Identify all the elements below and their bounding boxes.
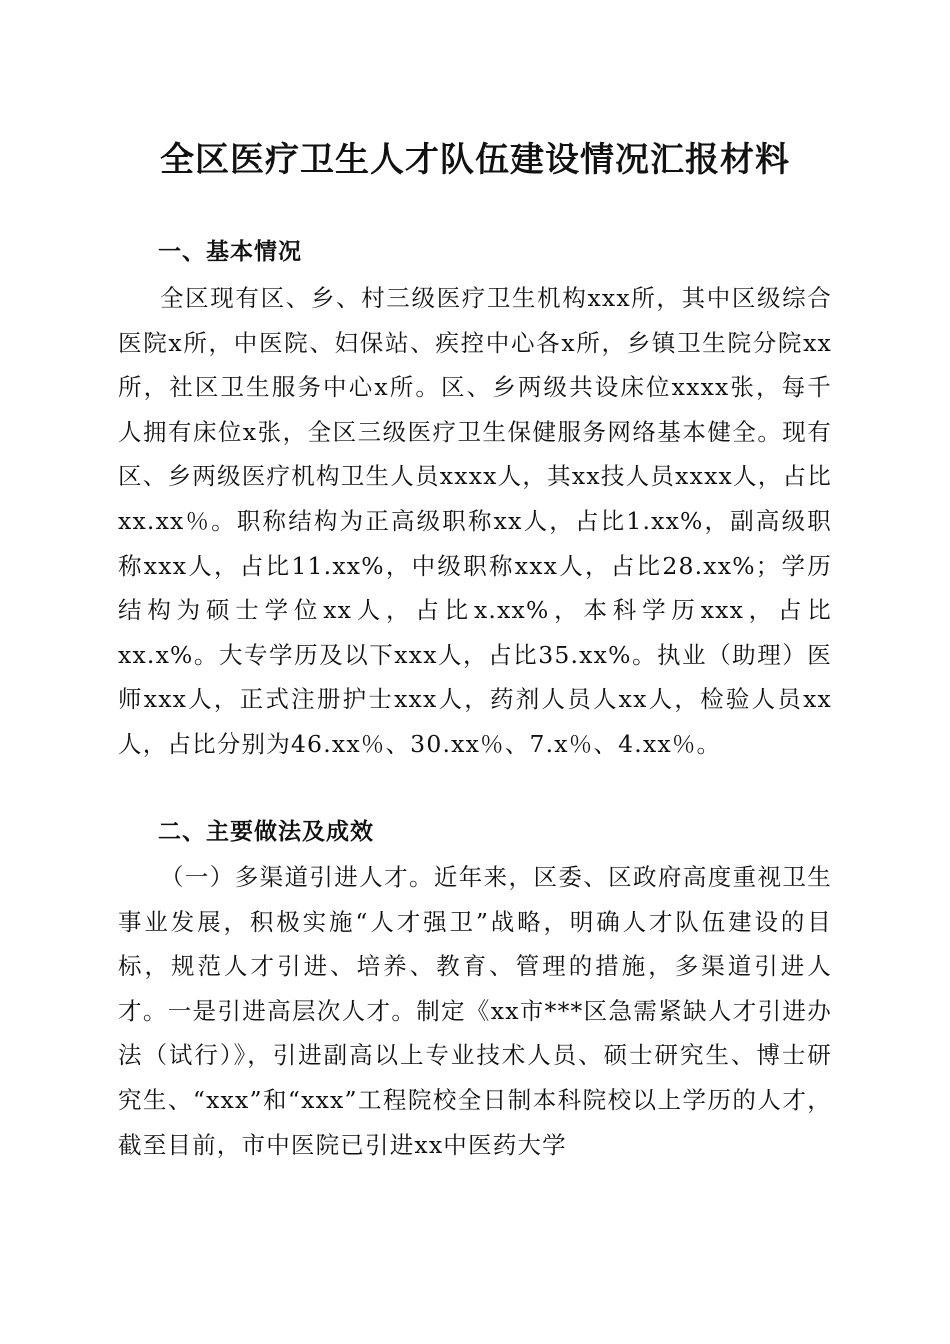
paragraph-talent-introduction: （一）多渠道引进人才。近年来，区委、区政府高度重视卫生事业发展，积极实施“人才强卫”战略，明确人才队伍建设的目标，规范人才引进、培养、教育、管理的措施，多渠道引进人才。一是引进高层次人才。制定《xx市***区急需紧缺人才引进办法（试行）》，引进副高以上专业技术人员、硕士研究生、博士研究生、“xxx”和“xxx”工程院校全日制本科院校以上学历的人才，截至目前，市中医院已引进xx中医药大学 [118, 863, 832, 1159]
section-heading-main-measures: 二、主要做法及成效 [158, 819, 374, 845]
section-heading-basic-situation: 一、基本情况 [158, 239, 302, 265]
paragraph-basic-situation: 全区现有区、乡、村三级医疗卫生机构xxx所，其中区级综合医院x所，中医院、妇保站、疾控中心各x所，乡镇卫生院分院xx所，社区卫生服务中心x所。区、乡两级共设床位xxxx张，每千人拥有床位x张，全区三级医疗卫生保健服务网络基本健全。现有区、乡两级医疗机构卫生人员xxxx人，其xx技人员xxxx人，占比xx.xx％。职称结构为正高级职称xx人，占比1.xx%，副高级职称xxx人，占比11.xx%，中级职称xxx人，占比28.xx%；学历结构为硕士学位xx人，占比x.xx%，本科学历xxx，占比xx.x%。大专学历及以下xxx人，占比35.xx%。执业（助理）医师xxx人，正式注册护士xxx人，药剂人员人xx人，检验人员xx人，占比分别为46.xx％、30.xx％、7.x％、4.xx％。 [118, 284, 832, 758]
document-title: 全区医疗卫生人才队伍建设情况汇报材料 [160, 140, 790, 180]
